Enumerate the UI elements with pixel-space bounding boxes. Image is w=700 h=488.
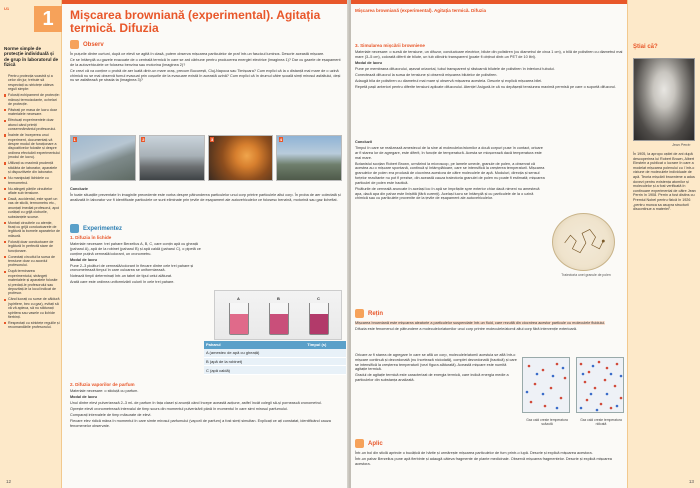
sidebar-title: Știai că? — [633, 44, 658, 50]
safety-rule-item: Dacă, accidental, este spart un vas de sticlă, termometru etc., anunțați imediat profesorul, apoi curățați cu grijă cioburile, substanțele scurse. — [4, 197, 60, 219]
beakers-illustration — [214, 290, 342, 340]
exp3-step: Repetă pașii anteriori pentru diferite tensiuni aplicate difuzorului. Atenție! Asigură-te că nu depășești tensiunea maximă permisă pe care o suportă difuzorul. — [355, 84, 616, 89]
beaker-label: C — [317, 296, 320, 301]
safety-rule-item: Folosiți echipament de protecție: mănuși termoizolante, ochelari de protecție. — [4, 93, 60, 106]
retine-paragraph: Gradul de agitație termică este caracterizat de energia termică, care indică energia medie a particulelor din substanța analizată. — [355, 373, 509, 383]
photo-power-plant — [70, 135, 136, 181]
exp1-step: Arată care este ordinea uniformizării culorii în cele trei pahare. — [70, 280, 175, 285]
sidebar-title: Norme simple de protecție individuală și de grup în laboratorul de fizică — [4, 46, 59, 68]
low-temp-box — [522, 357, 570, 413]
table-cell: C (apă caldă) — [204, 366, 305, 375]
diagram-label: Gaz cald creste temperatura ridicată — [580, 418, 622, 427]
exp2-step: Comparați intervalele de timp măsurate de elevi. — [70, 412, 152, 417]
exp2-step: Oprește elevii cronometrează intervalul de timp scurs din momentul pulverizării până în momentul în care simt mirosul parfumului. — [70, 406, 288, 411]
exp3-step: Adaugă bila de polistiren cu diametrul mai mare și observă mișcarea acesteia. Descrie și explică mișcarea bilei. — [355, 78, 543, 83]
safety-rule-item: Conectați circuitul la sursa de tensiune doar cu acordul profesorului. — [4, 255, 60, 268]
page-number: 12 — [6, 479, 12, 484]
unit-label: U1 — [4, 6, 10, 11]
safety-rule-item: Efectuați experimentele doar atunci când primiți consemnământul profesorului. — [4, 118, 60, 131]
section-title: Experimentez — [83, 225, 123, 232]
chapter-number: 1 — [34, 6, 62, 32]
beaker-c — [309, 296, 329, 335]
retine-paragraph: Oricare ar fi starea de agregare în care se află un corp, moleculele/atomii acestuia se află într-o mișcare continuă și dezordonată (nu încetează niciodată), complet dezordonată (haotică) și care se intensifică la creșterea temperaturii (vezi figura alăturată). Această mișcare este numită agitație termică. — [355, 353, 517, 372]
aplic-item: Într-un pahar Berzelius pune apă fierbinte și adaugă câteva fragmente de plante medicinale. Observă mișcarea fragmentelor. Descrie și explică mișcarea acestora. — [355, 456, 612, 466]
exp1-block — [70, 236, 206, 286]
section-observ — [70, 40, 104, 49]
portrait-caption: Jean Perrin — [672, 143, 691, 147]
table-header: Paharul — [204, 341, 305, 349]
diagram-label: Gaz cald creste temperatura scăzută — [526, 418, 568, 427]
safety-rule-item: Respectați cu strictețe regulile și recomandările profesorului. — [4, 321, 60, 330]
left-page — [0, 0, 349, 488]
exp2-block — [70, 383, 342, 430]
high-temp-box — [576, 357, 624, 413]
paragraph: Ce se întâmplă cu gazele evacuate de o centrală termică în care se ard cărbune pentru producerea energiei electrice (imaginea 1)? Dar cu gazele de eșapament de la autovehiculele ce folosesc benzina sau motorina (imaginea 2)? — [70, 57, 341, 67]
paragraph: În puțurile dintre curtuni, după ce elevii se agită în clasă, putem observa mișcarea particulelor de praf într-un fascicul luminos. Descrie această mișcare. — [70, 52, 325, 56]
exp3-title: 3. Simularea mișcării browniene — [355, 43, 425, 48]
right-page — [351, 0, 700, 488]
conclusion-title: Concluzie — [70, 187, 88, 191]
times-table — [204, 341, 346, 375]
retine-block-2 — [355, 353, 517, 384]
exp3-step: Pune pe membrana difuzorului, așezat orizontal, tubul transparent și răstoarnă bilutele de polistiren în interiorul tubului. — [355, 66, 555, 71]
safety-sidebar — [0, 0, 62, 488]
exp2-step: Unul dintre elevi pulverizează 2–3 mL de parfum în fața clasei și anunță când începe această acțiune, astfel încât colegii să-și pornească cronometrul. — [70, 400, 322, 405]
table-row — [204, 366, 346, 375]
table-header: Timpul (s) — [305, 341, 346, 349]
photo-asphalt — [208, 135, 274, 181]
safety-rule-item: Pentru protecția voastră și a celor din jur, trebuie să respectați cu strictețe câteva reguli simple: — [8, 74, 54, 92]
table-cell: A (amestec de apă cu gheață) — [204, 349, 305, 357]
table-row — [204, 349, 346, 357]
beaker-b — [269, 296, 289, 335]
table-cell — [305, 357, 346, 366]
observ-text — [70, 52, 342, 84]
conclusion-item: Botanistul scoțian Robert Brown, urmărind la microscop, pe lamele umede, granule de polen, a observat că acestea au o mișcare spontană, continuă și întâmplătoare, care se intensifică la creșterea temperaturii. Mișcarea granulelor de polen era produsă de ciocnirea acestora de către moleculele de apă. Moduluri, direcția și sensul forțelor rezultante nu pot fi prezise, din această cauza traiectoria granulei de polen nu poate fi estimată; mișcarea particulei de polen este haotică. — [355, 161, 545, 185]
portrait-image — [633, 58, 695, 141]
section-title: Aplic — [368, 440, 383, 447]
retine-block — [355, 321, 625, 333]
page-title: Mișcarea browniană (experimental). Agitația termică. Difuzia — [70, 8, 321, 35]
retine-paragraph — [355, 321, 625, 326]
beaker-a — [229, 296, 249, 335]
beaker-label: B — [277, 296, 280, 301]
safety-rule-item: Păstrați pe masa de lucru doar materialele necesare. — [4, 108, 60, 117]
table-cell — [305, 349, 346, 357]
safety-rule-item: Înainte de începerea unui experiment, documentați-vă despre modul de funcționare a dispozitivelor folosite și despre ordinea efectuării experimentului (modul de lucru). — [4, 133, 60, 159]
conclusion-item: Timpul în care se realizează amestecul de la sine al moleculelor/atomilor a două corpuri puse în contact, oricare ar fi starea lor de agregare, este diferit, în funcție de temperatură. Acesta se micșorează dacă temperatura este mai mare. — [355, 145, 543, 160]
exp1-mod-title: Modul de lucru — [70, 257, 97, 262]
aplic-item: Într-un bol din sticlă aprinde o bucățică de hârtie și urmărește mișcarea particulelor de fum printr-o lupă. Descrie și explică mișcarea acestora. — [355, 451, 593, 455]
beaker-label: A — [237, 296, 240, 301]
exp1-step: Pune 2–3 picături de cerneală/colorant în fiecare dintre cele trei pahare și cronometrează timpul în care culoarea se uniformizează. — [70, 263, 194, 273]
exp3-step: Conectează difuzorul la sursa de tensiune și observă mișcarea bilutelor de polistiren. — [355, 72, 498, 77]
section-aplic — [355, 439, 625, 448]
paragraph: Ce crezi că va conține o probă de aer luată dintr-un mare oraș, precum București, Cluj-Napoca sau Timișoara? Cum explici că la o distanță mai mare de o uzină chimică nu se mai observă fumul evacuat prin coșurile de la evacuare există în această uzină? Cum explici că în drumul către școală simți mirosul asfaltului, deși nu se asfaltează pe strada ta (imaginea 3)? — [70, 68, 341, 83]
sidebar-text: În 1905, la apropo oștiei de ani după descoperirea lui Robert Brown, Albert Einstein a publicat o lucrare în care a modelat mișcarea polenului cu l într-o viziune de moleculele individuale de apă. Teoria mișcării browniene a adus dovezi pentru existența atomilor și moleculelor și a fost verificată în continuare experimental de către Jean Perrin în 1908. Perrin a fost distins cu Premiul Nobel pentru fizică în 1926 „pentru munca sa asupra structurii discontinue a materiei”. — [633, 152, 696, 212]
page-number: 13 — [688, 479, 694, 484]
hand-icon — [355, 439, 364, 448]
section-title: Rețin — [368, 310, 383, 317]
conclusion-text: În toate situațiile prezentate în imaginile precedente este vorba despre pătrunderea particulelor unui corp printre particulele altui corp. În proba de aer colectată și analizată în laborator vor fi identificate particulele ce sunt eliminate prin țevile de eșapament ale autovehiculelor ce folosesc benzină, motorină sau gaz lichefiat. — [70, 192, 341, 202]
photo-city — [276, 135, 342, 181]
photo-exhaust — [139, 135, 205, 181]
safety-rule-item: Montați circuitele cu atenție, fixați cu grijă conductoarele de legătură la bornele aparatelor de măsură. — [4, 221, 60, 239]
conclusions-title: Concluzii — [355, 140, 372, 144]
pin-icon — [355, 309, 364, 318]
section-experimentez — [70, 224, 122, 233]
aplic-block — [355, 451, 625, 468]
exp2-mod-title: Modul de lucru — [70, 394, 97, 399]
conclusion-block — [70, 187, 342, 204]
exp2-step: Fiecare elev ridică mâna în momentul în care simte mirosul parfumului (vaporii de parfum) a fost simți simultan. Explicați ce ați constatat, identificând cauza fenomenelor observate. — [70, 418, 331, 428]
exp3-materials: Materiale necesare: o sursă de tensiune, un difuzor, conductoare electrice, bilute din polistiren (cu diametrul de circa 1 cm), o bilă de polistiren cu diametrul mai mare (3–5 cm), colorată diferit de bilute, un tub cilindric transparent (poate fi obținut dintr-un PET de 10 litri). — [355, 49, 623, 59]
exp1-materials: Materiale necesare: trei pahare Berzelius A, B, C, care conțin apă cu gheață (paharul A), apă de la robinet (paharul B) și apă caldă (paharul C), o pipetă ce conține puțină cerneală/colorant, un cronometru. — [70, 241, 201, 256]
exp1-step: Notează timpii determinați într-un tabel de tipul celui alăturat. — [70, 274, 173, 279]
did-you-know-sidebar — [627, 0, 700, 488]
section-title: Observ — [83, 41, 104, 48]
running-title: Mișcarea browniană (experimental). Agitația termică. Difuzia — [355, 8, 487, 13]
photo-number: 3 — [211, 137, 214, 142]
safety-rule-item: Nu manipulați lichidele cu termometrul. — [4, 176, 60, 185]
photo-strip — [70, 135, 342, 181]
safety-rule-item: Utilizați cu maximă prudență sticlăria de laborator, aparatele și dispozitivele din laborator. — [4, 161, 60, 174]
exp1-title: 1. Difuzia în lichide — [70, 235, 112, 240]
table-row — [204, 357, 346, 366]
exp3-mod-title: Modul de lucru — [355, 60, 382, 65]
photo-number: 4 — [279, 137, 282, 142]
table-cell — [305, 366, 346, 375]
eye-icon — [70, 40, 79, 49]
section-retin — [355, 309, 625, 318]
exp3-block — [355, 44, 625, 91]
safety-rule-item: Nu atingeți părțile circuitelor aflate sub tensiune. — [4, 187, 60, 196]
pollen-trajectory-image — [552, 213, 615, 271]
definition-text: Mișcarea browniană este mișcarea aleatorie a particulelor suspendate într-un fluid, care rezultă din ciocnirea acestor particule cu moleculele fluidului. — [355, 321, 606, 325]
safety-rule-item: Folosiți doar conductoare de legătură în perfectă stare de funcționare. — [4, 240, 60, 253]
safety-rules-list — [4, 74, 60, 331]
photo-number: 2 — [142, 137, 145, 142]
conclusions-block — [355, 140, 547, 202]
retine-paragraph: Difuzia este fenomenul de pătrundere a moleculelor/atomilor unui corp printre moleculele/atomii altui corp fără intervenție exterioară. — [355, 326, 578, 331]
photo-number: 1 — [73, 137, 76, 142]
safety-rule-item: Când lucrați cu surse de căldură (spirtiere, bec cu gaz), evitați să vă vă apleca, să nu stătunați spirtiera sau vasele cu lichide fierbinți. — [4, 297, 60, 319]
safety-rule-item: După terminarea experimentului, strângeți materialele și aparatele folosite și predați-le profesorului sau depozitați-le la locul indicat de profesor. — [4, 269, 60, 295]
exp2-materials: Materiale necesare: o sticluță cu parfum. — [70, 388, 139, 393]
exp2-title: 2. Difuzia vaporilor de parfum — [70, 382, 135, 387]
flask-icon — [70, 224, 79, 233]
conclusion-item: Picăturile de cerneală aruncate în același loc în apă se împrăștie spre exterior chiar dacă nimeni nu amestecă apa, dacă apa din pahar este liniștită (fără curenți). Același lucru se întâmplă și cu particulele de la o uzină chimică sau cu particulele provenite de la țevile de eșapament ale autovehiculelor. — [355, 186, 540, 201]
table-cell: B (apă de la robinet) — [204, 357, 305, 366]
thermal-agitation-diagram — [522, 357, 626, 427]
microscope-caption: Traiectoria unei granule de polen — [561, 273, 611, 277]
